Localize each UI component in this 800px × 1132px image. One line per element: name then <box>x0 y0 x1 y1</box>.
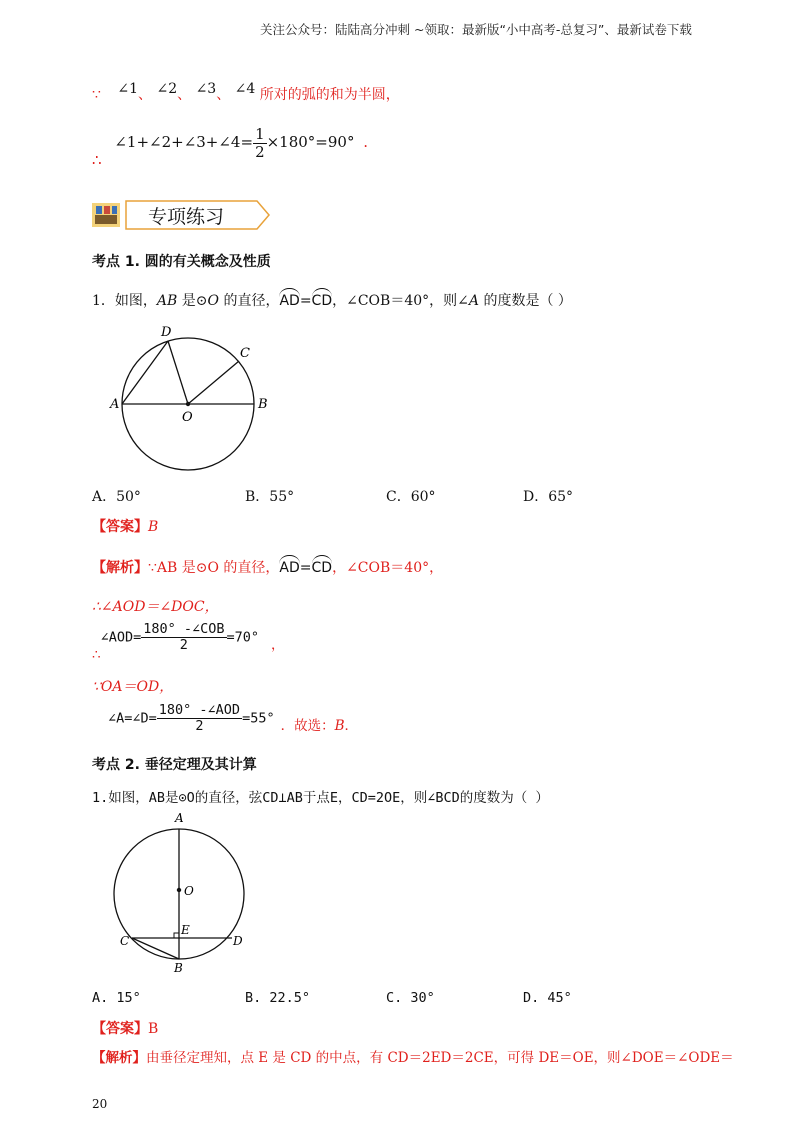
arc-ad: AD <box>279 556 299 576</box>
comma: ， <box>271 637 285 654</box>
arc-ad: AD <box>279 289 299 309</box>
answer-tag: 【答案】 <box>92 519 148 535</box>
topic-2-question: 1.如图，AB是⊙O的直径，弦CD⊥AB于点E，CD=2OE，则∠BCD的度数为（ ） <box>92 790 549 806</box>
topic-2-option-d: D. 45° <box>523 990 572 1006</box>
conclusion <box>281 718 358 734</box>
label-e: E <box>181 923 190 937</box>
answer-value: B <box>148 519 159 535</box>
intro-text: 所对的弧的和为半圆， <box>259 87 400 103</box>
question-text: ，∠COB＝40°，则∠ <box>332 293 469 309</box>
page-header: 关注公众号：陆陆高分冲刺 ~领取：最新版“小中高考-总复习”、最新试卷下载 <box>260 22 692 37</box>
fraction-half <box>253 126 267 160</box>
right-angle-mark <box>174 933 179 938</box>
label-a: A <box>175 811 184 825</box>
topic-1-question <box>92 289 572 310</box>
intro-line-2 <box>92 125 369 169</box>
intro-line-1 <box>92 81 400 104</box>
topic-1-heading: 考点 1. 圆的有关概念及性质 <box>92 254 271 270</box>
therefore-symbol: ∴ <box>92 647 101 664</box>
section-title: 专项练习 <box>148 206 225 228</box>
fraction <box>157 703 242 734</box>
analysis-text: 由垂径定理知，点 E 是 CD 的中点，有 CD＝2ED＝2CE，可得 DE＝OE，则∠DOE＝∠ODE＝ <box>146 1050 734 1066</box>
answer-tag: 【答案】 <box>92 1021 148 1037</box>
topic-1-option-d: D．65° <box>523 489 574 505</box>
banner-icon-figure <box>104 206 110 214</box>
radius-oc <box>188 361 239 404</box>
label-c: C <box>240 346 250 361</box>
label-b: B <box>174 961 183 975</box>
topic-1-analysis-line-1 <box>92 556 443 577</box>
angle-1: ∠1 <box>117 81 139 97</box>
analysis-tag: 【解析】 <box>92 1050 146 1066</box>
conclusion-text: ．故选： <box>280 718 335 735</box>
label-a: A <box>110 397 120 412</box>
topic-2-analysis <box>92 1046 734 1066</box>
angle-2: ∠2 <box>156 81 178 97</box>
arc-cd: CD <box>312 556 333 576</box>
fraction-denominator: 2 <box>255 142 265 161</box>
fraction-numerator: 180° -∠AOD <box>158 702 241 718</box>
period: ． <box>344 718 358 735</box>
question-suffix: 的度数是（ ） <box>479 293 572 309</box>
fraction-denominator: 2 <box>195 717 204 734</box>
center-point <box>186 402 190 406</box>
topic-1-analysis-line-3 <box>92 621 285 664</box>
topic-1-option-b: B．55° <box>245 489 295 505</box>
topic-1-analysis-line-4: ∵OA＝OD， <box>92 679 174 695</box>
question-text: 的直径， <box>219 293 280 309</box>
point-a: A <box>468 293 479 309</box>
label-d: D <box>161 325 172 340</box>
separator: 、 <box>138 87 153 103</box>
topic-2-option-a: A. 15° <box>92 990 141 1006</box>
topic-1-option-c: C．60° <box>386 489 436 505</box>
label-b: B <box>258 397 268 412</box>
segment-cb <box>132 938 179 959</box>
banner-icon-figure <box>112 206 117 214</box>
figure-2-circle-diagram <box>112 808 262 976</box>
sum-result: ×180°=90° <box>266 133 355 151</box>
center-point <box>177 888 181 892</box>
topic-1-answer <box>92 516 158 536</box>
therefore-symbol: ∴ <box>92 151 102 169</box>
question-text: 是⊙ <box>177 293 208 309</box>
arc-cd: CD <box>312 289 333 309</box>
equation-right: =70° <box>226 629 260 646</box>
conclusion-choice: B <box>334 718 345 735</box>
topic-1-analysis-line-2: ∴∠AOD＝∠DOC， <box>92 599 219 615</box>
analysis-text: ，∠COB＝40°， <box>332 560 444 576</box>
separator: 、 <box>177 87 192 103</box>
topic-2-option-b: B. 22.5° <box>245 990 311 1006</box>
equation-left: ∠AOD= <box>100 629 142 646</box>
topic-1-option-a: A．50° <box>92 489 141 505</box>
equals-sign: = <box>299 560 312 576</box>
segment-ab: AB <box>156 293 178 309</box>
topic-1-analysis-line-5 <box>108 703 358 734</box>
topic-2-option-c: C. 30° <box>386 990 435 1006</box>
answer-value: B <box>148 1021 159 1037</box>
topic-2-heading: 考点 2. 垂径定理及其计算 <box>92 757 257 773</box>
equation-right: =55° <box>242 710 275 727</box>
label-o: O <box>182 410 193 425</box>
banner-icon-base <box>95 215 117 224</box>
fraction <box>141 622 226 653</box>
banner-icon-figure <box>96 206 102 214</box>
figure-1-circle-diagram <box>105 320 285 480</box>
fraction-denominator: 2 <box>179 636 188 653</box>
because-symbol: ∵ <box>92 87 101 103</box>
equation-left: ∠A=∠D= <box>108 710 157 727</box>
point-o: O <box>207 293 219 309</box>
equals-sign: = <box>299 293 312 309</box>
page-number: 20 <box>92 1097 108 1111</box>
radius-od <box>168 341 188 404</box>
chord-ad <box>122 341 168 404</box>
label-d: D <box>233 934 243 948</box>
period: . <box>363 133 369 151</box>
angle-4: ∠4 <box>234 81 256 97</box>
section-banner <box>92 198 272 232</box>
angle-3: ∠3 <box>195 81 217 97</box>
fraction-numerator: 1 <box>255 125 265 143</box>
label-o: O <box>184 884 194 898</box>
topic-2-answer <box>92 1018 158 1038</box>
analysis-tag: 【解析】 <box>92 560 148 576</box>
analysis-text: ∵AB 是⊙O 的直径， <box>148 560 280 576</box>
separator: 、 <box>216 87 231 103</box>
fraction-numerator: 180° -∠COB <box>143 621 225 637</box>
sum-expression: ∠1+∠2+∠3+∠4= <box>114 133 254 151</box>
question-prefix: 1．如图， <box>92 293 157 309</box>
label-c: C <box>120 934 130 948</box>
